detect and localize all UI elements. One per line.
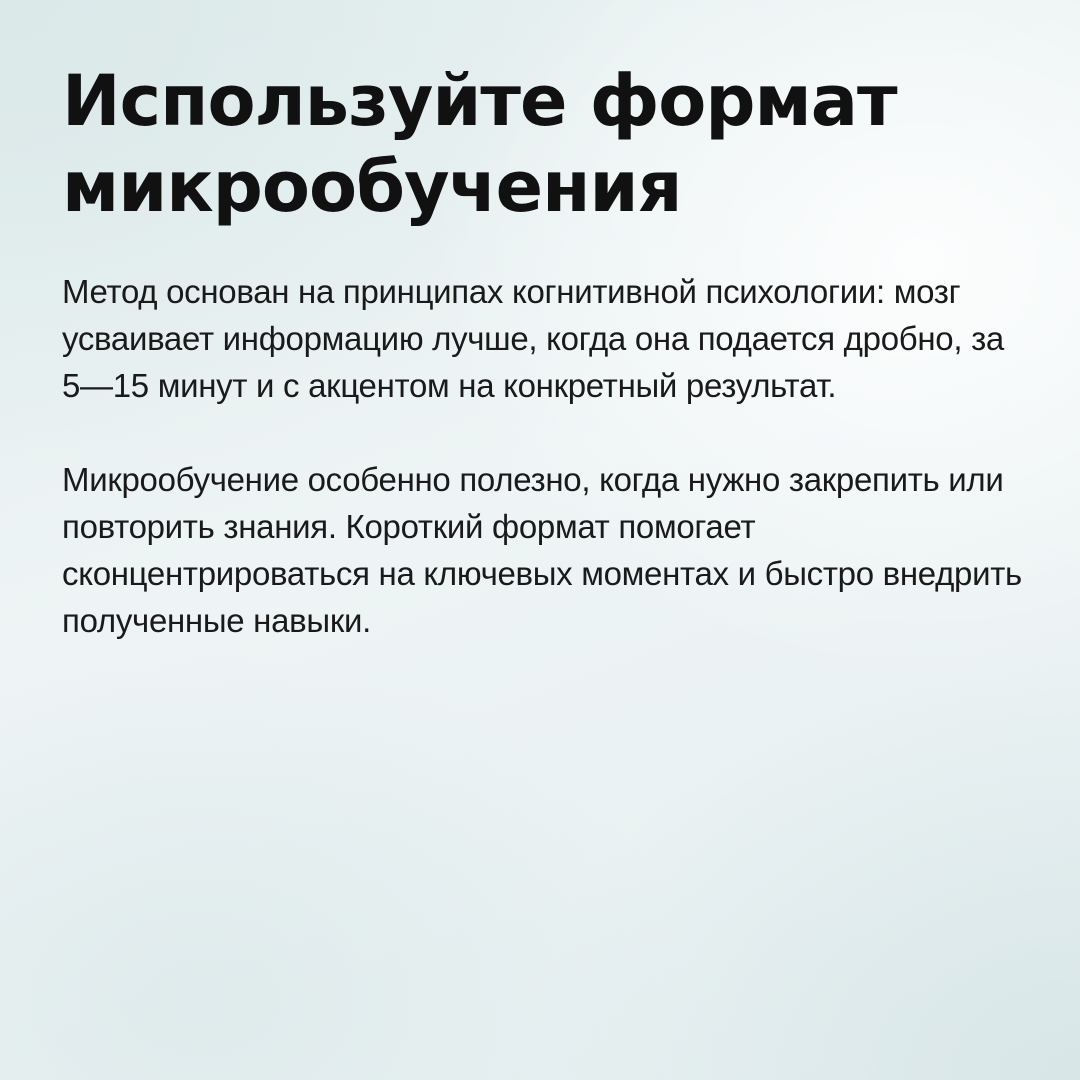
title-line-1: Используйте формат bbox=[62, 60, 897, 142]
paragraph-benefits: Микрообучение особенно полезно, когда нужно закрепить или повторить знания. Короткий формат помогает сконцентрироваться на ключевых моментах и быстро внедрить полученные навыки. bbox=[62, 461, 1022, 639]
title-line-2: микрообучения bbox=[62, 146, 682, 228]
slide-content bbox=[62, 58, 1022, 644]
page-title bbox=[62, 58, 1022, 230]
paragraph-method: Метод основан на принципах когнитивной психологии: мозг усваивает информацию лучше, когда она подается дробно, за 5—15 минут и с акцентом на конкретный результат. bbox=[62, 273, 1004, 404]
